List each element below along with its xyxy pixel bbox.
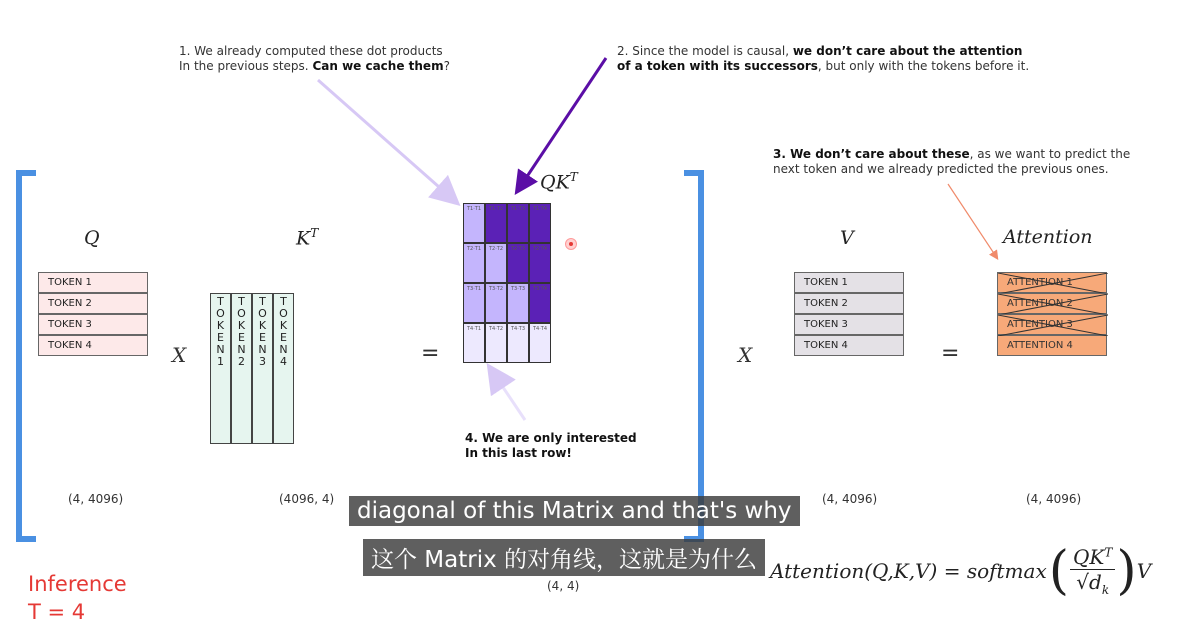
cross-out-icon [998,315,1108,336]
kt-column: T O K E N 2 [231,293,252,444]
qkt-cell: T2·T1 [463,243,485,283]
qkt-cell: T3·T3 [507,283,529,323]
subtitle-english: diagonal of this Matrix and that's why [349,496,800,526]
q-matrix [38,272,148,356]
attention-token-crossed: ATTENTION 2 [997,293,1107,314]
v-label: V [840,227,854,249]
attention-formula [770,536,1151,606]
kt-column: T O K E N 1 [210,293,231,444]
qkt-cell: T3·T1 [463,283,485,323]
times-operator-2: X [738,343,753,367]
v-token: TOKEN 2 [794,293,904,314]
kt-column: T O K E N 3 [252,293,273,444]
right-bracket [684,170,704,542]
qkt-cell: T3·T2 [485,283,507,323]
qkt-cell: T2·T2 [485,243,507,283]
attention-shape: (4, 4096) [1026,492,1082,506]
q-token: TOKEN 3 [38,314,148,335]
arrow-dont-care [948,184,997,258]
q-token: TOKEN 2 [38,293,148,314]
kt-matrix [210,293,294,444]
v-token: TOKEN 3 [794,314,904,335]
kt-label: $K^T$ [296,226,319,250]
note-last-row: 4. We are only interested In this last row! [465,431,637,460]
attention-label: Attention [1003,226,1093,248]
attention-matrix [997,272,1107,356]
qkt-cell-masked: T2·T3 [507,243,529,283]
arrow-cache [318,80,456,202]
qkt-cell-masked: T2·T4 [529,243,551,283]
formula-rhs: V [1136,559,1152,583]
qkt-cell-masked: T3·T4 [529,283,551,323]
q-token: TOKEN 4 [38,335,148,356]
qkt-cell-masked: T1·T4 [529,203,551,243]
v-shape: (4, 4096) [822,492,878,506]
qkt-cell: T1·T1 [463,203,485,243]
cross-out-icon [998,273,1108,294]
qkt-label: $QK^T$ [540,170,578,194]
cursor-dot [565,238,577,250]
note-causal: 2. Since the model is causal, we don’t care about the attention of a token with its successors, but only with the tokens before it. [617,44,1030,73]
left-bracket [16,170,36,542]
equals-operator-1: = [421,341,440,366]
subtitle-chinese: 这个 Matrix 的对角线，这就是为什么 [363,539,765,576]
formula-right-paren: ) [1116,541,1137,601]
arrow-last-row [490,368,525,420]
times-operator-1: X [172,343,187,367]
qkt-cell-last-row: T4·T1 [463,323,485,363]
qkt-cell-masked: T1·T3 [507,203,529,243]
inference-label: Inference T = 4 [28,572,127,624]
attention-token-crossed: ATTENTION 3 [997,314,1107,335]
formula-lhs: Attention(Q,K,V) = softmax [770,559,1047,583]
qkt-cell-last-row: T4·T2 [485,323,507,363]
q-shape: (4, 4096) [68,492,124,506]
equals-operator-2: = [941,341,960,366]
formula-fraction: $QK^T$ $√d_k$ [1070,545,1115,597]
kt-column: T O K E N 4 [273,293,294,444]
note-dont-care: 3. We don’t care about these, as we want to predict the next token and we already predicted the previous ones. [773,147,1131,176]
cursor-dot-center [569,242,573,246]
formula-left-paren: ( [1048,541,1070,601]
v-token: TOKEN 4 [794,335,904,356]
note-cache: 1. We already computed these dot products In the previous steps. Can we cache them? [179,44,450,73]
attention-token-crossed: ATTENTION 1 [997,272,1107,293]
kt-shape: (4096, 4) [279,492,335,506]
v-token: TOKEN 1 [794,272,904,293]
qkt-cell-last-row: T4·T4 [529,323,551,363]
attention-token: ATTENTION 4 [997,335,1107,356]
q-label: Q [84,227,100,249]
qkt-cell-last-row: T4·T3 [507,323,529,363]
qkt-cell-masked: T1·T2 [485,203,507,243]
q-token: TOKEN 1 [38,272,148,293]
cross-out-icon [998,294,1108,315]
qkt-matrix [463,203,551,363]
qkt-shape: (4, 4) [547,579,580,593]
v-matrix [794,272,904,356]
